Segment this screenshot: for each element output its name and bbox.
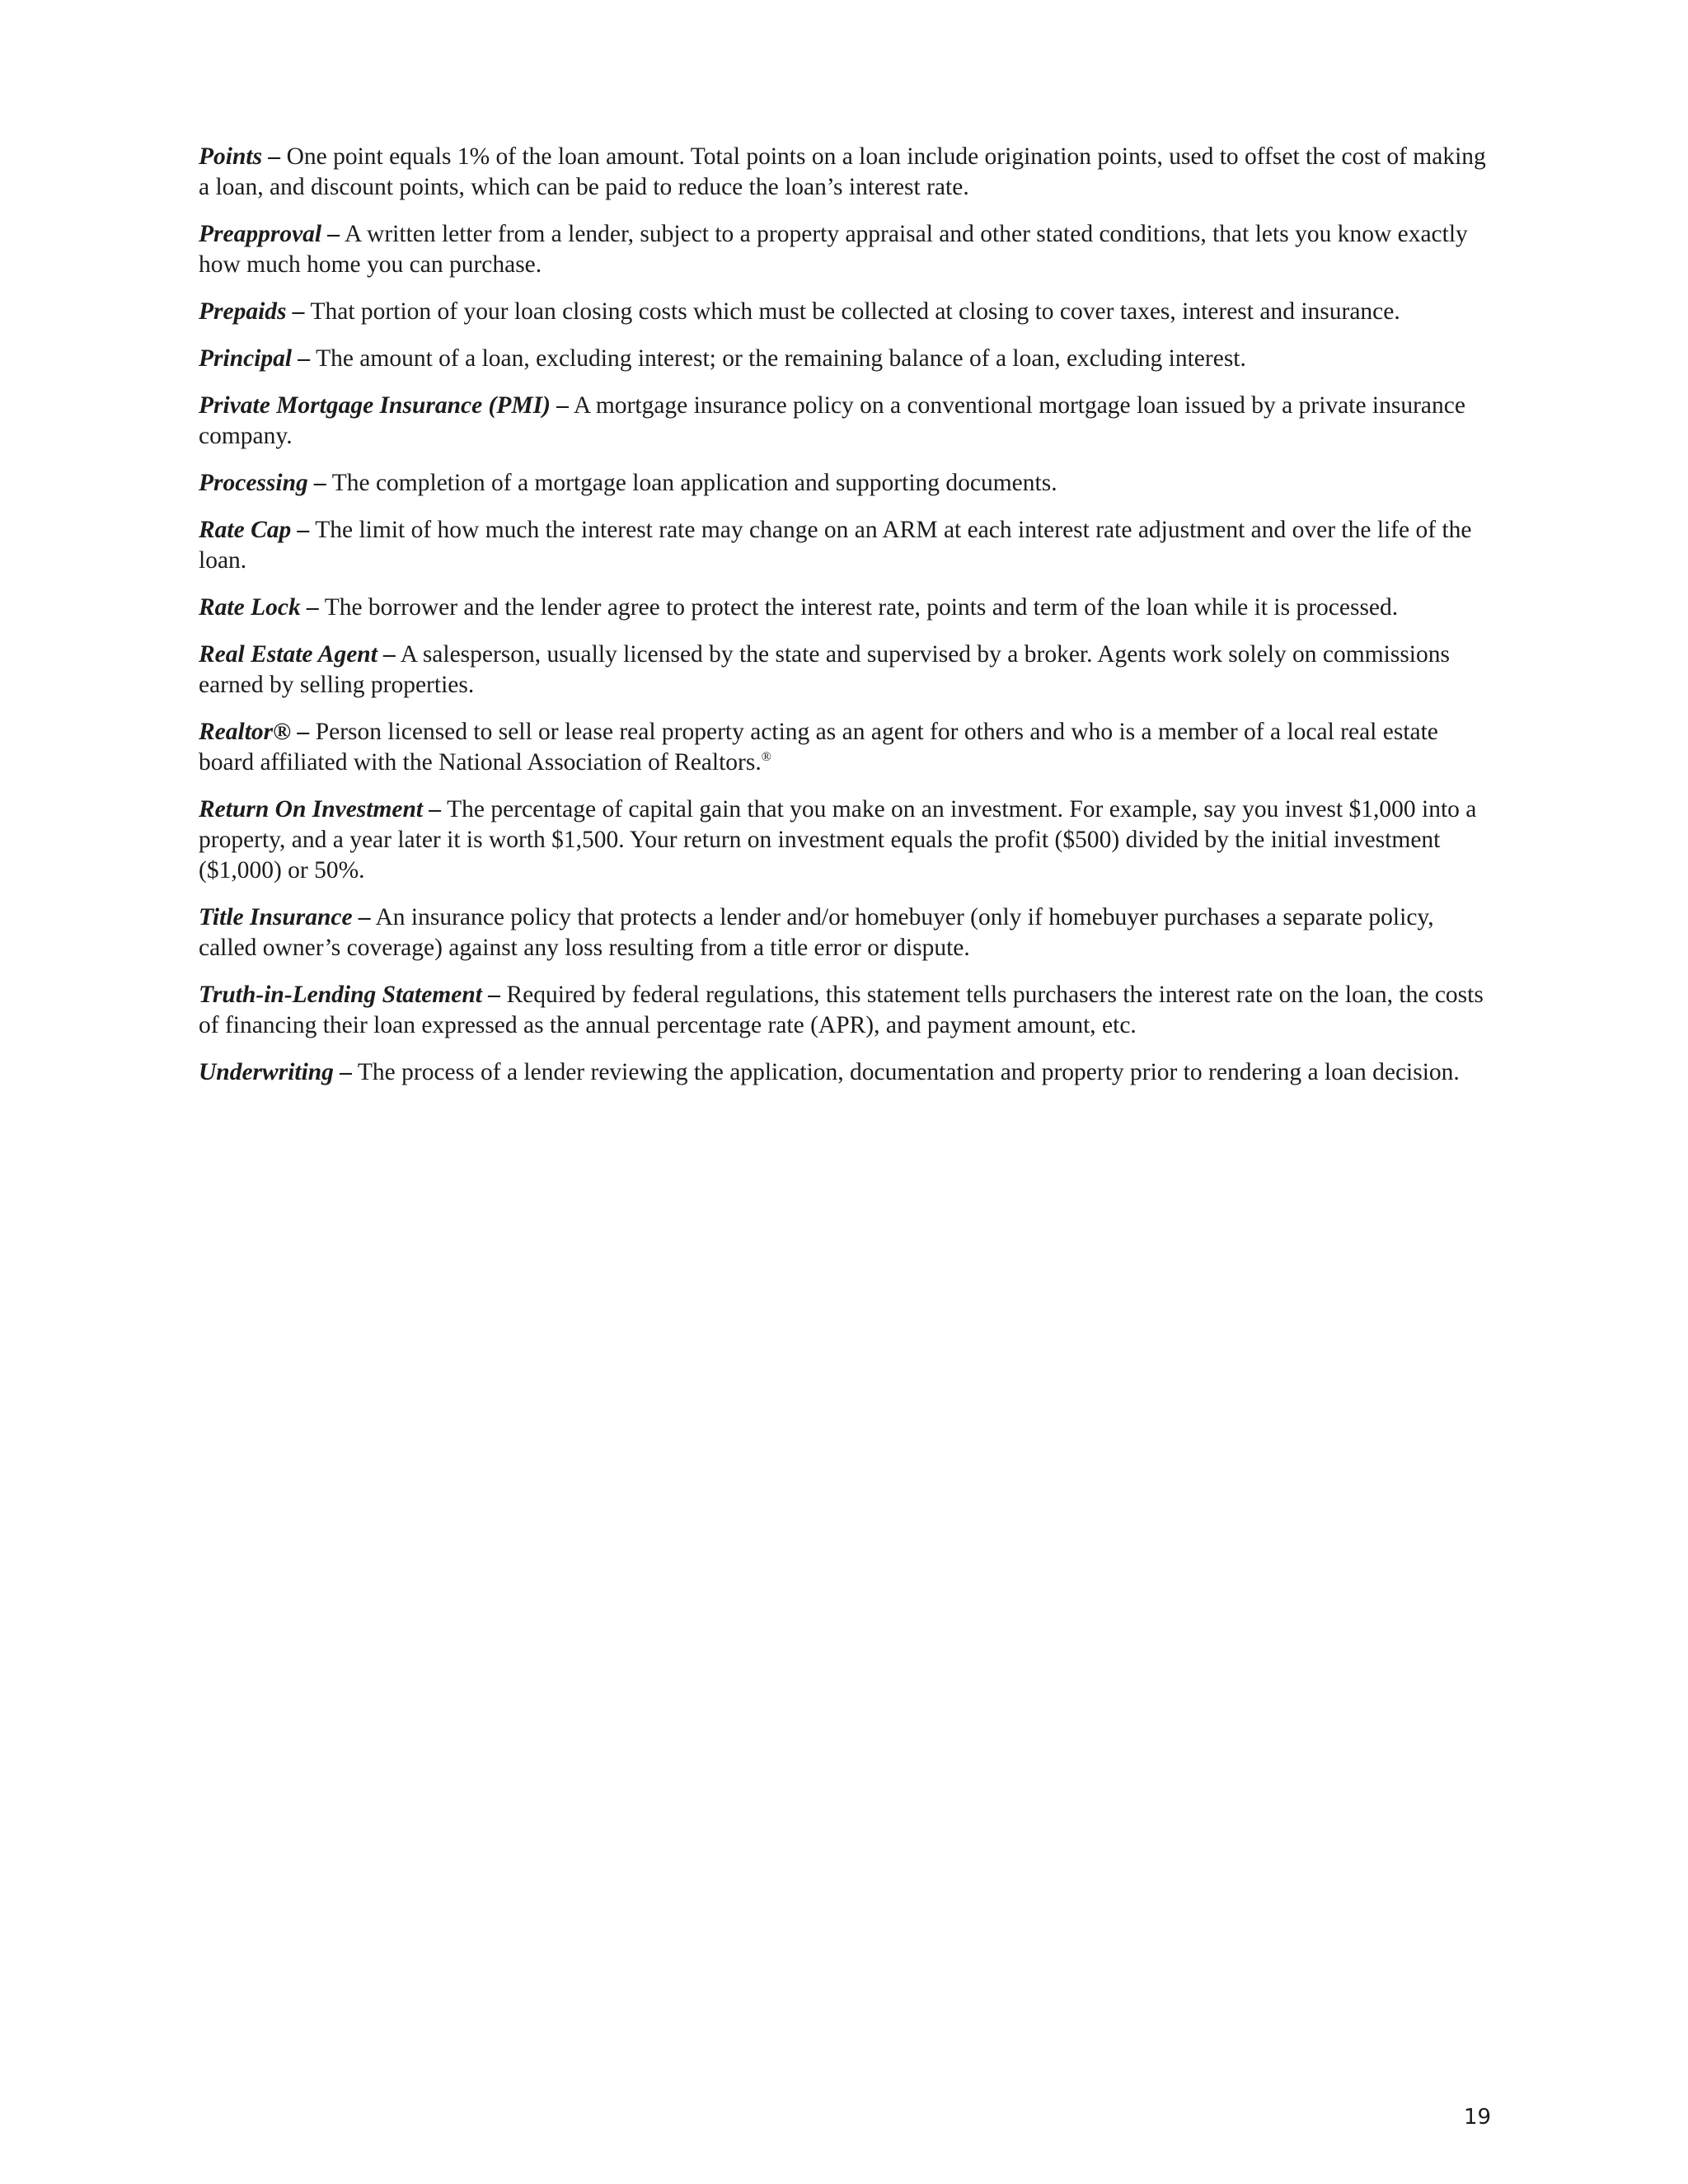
glossary-definition: That portion of your loan closing costs which must be collected at closing to cover taxes, interest and insurance. [310, 298, 1400, 325]
glossary-entry-rate-lock [199, 593, 1493, 623]
page-number: 19 [1464, 2105, 1492, 2130]
glossary-term: Rate Lock – [199, 594, 319, 621]
glossary-term: Realtor® – [199, 719, 310, 745]
glossary-definition: Required by federal regulations, this statement tells purchasers the interest rate on the loan, the costs of financing their loan expressed as the annual percentage rate (APR), and payment amount, etc. [199, 982, 1484, 1038]
glossary-definition: The amount of a loan, excluding interest; or the remaining balance of a loan, excluding interest. [316, 345, 1246, 372]
glossary-term: Underwriting – [199, 1059, 353, 1085]
glossary-entry-preapproval [199, 219, 1493, 280]
glossary-term: Truth-in-Lending Statement – [199, 982, 501, 1008]
glossary-definition: A written letter from a lender, subject to a property appraisal and other stated conditions, that lets you know exactly how much home you can purchase. [199, 221, 1468, 278]
glossary-definition: One point equals 1% of the loan amount. Total points on a loan include origination points, used to offset the cost of making a loan, and discount points, which can be paid to reduce the loan’s interest rate. [199, 143, 1486, 200]
glossary-definition: The completion of a mortgage loan application and supporting documents. [331, 470, 1057, 496]
glossary-definition: The process of a lender reviewing the application, documentation and property prior to rendering a loan decision. [357, 1059, 1460, 1085]
glossary-entry-rate-cap [199, 515, 1493, 576]
glossary-term: Title Insurance – [199, 904, 371, 930]
glossary-entry-realtor [199, 717, 1493, 778]
glossary-entry-truth-in-lending [199, 980, 1493, 1041]
glossary-definition: Person licensed to sell or lease real property acting as an agent for others and who is a member of a local real estate board affiliated with the National Association of Realtors. [199, 719, 1438, 776]
glossary-definition: A salesperson, usually licensed by the state and supervised by a broker. Agents work solely on commissions earned by selling properties. [199, 641, 1450, 698]
glossary-definition: The percentage of capital gain that you make on an investment. For example, say you invest $1,000 into a property, and a year later it is worth $1,500. Your return on investment equals the profit ($500) divided by the initial investment ($1,000) or 50%. [199, 796, 1477, 883]
glossary-term: Preapproval – [199, 221, 340, 247]
glossary-list [199, 142, 1493, 1104]
glossary-term: Return On Investment – [199, 796, 442, 823]
glossary-term: Rate Cap – [199, 517, 310, 543]
glossary-term: Private Mortgage Insurance (PMI) – [199, 392, 570, 419]
glossary-term: Prepaids – [199, 298, 305, 325]
glossary-entry-principal [199, 344, 1493, 374]
glossary-entry-real-estate-agent [199, 640, 1493, 701]
glossary-definition: A mortgage insurance policy on a conventional mortgage loan issued by a private insurance company. [199, 392, 1465, 449]
registered-mark: ® [761, 750, 771, 765]
glossary-entry-processing [199, 468, 1493, 499]
glossary-definition: The limit of how much the interest rate may change on an ARM at each interest rate adjustment and over the life of the loan. [199, 517, 1472, 574]
glossary-entry-points [199, 142, 1493, 203]
glossary-term: Principal – [199, 345, 311, 372]
glossary-entry-title-insurance [199, 902, 1493, 963]
glossary-definition: The borrower and the lender agree to protect the interest rate, points and term of the loan while it is processed. [324, 594, 1399, 621]
glossary-term: Real Estate Agent – [199, 641, 396, 668]
glossary-term: Points – [199, 143, 281, 170]
glossary-entry-underwriting [199, 1057, 1493, 1088]
glossary-entry-pmi [199, 391, 1493, 452]
glossary-term: Processing – [199, 470, 326, 496]
glossary-entry-return-on-investment [199, 794, 1493, 886]
glossary-definition: An insurance policy that protects a lender and/or homebuyer (only if homebuyer purchases a separate policy, called owner’s coverage) against any loss resulting from a title error or dispute. [199, 904, 1434, 961]
glossary-entry-prepaids [199, 297, 1493, 327]
